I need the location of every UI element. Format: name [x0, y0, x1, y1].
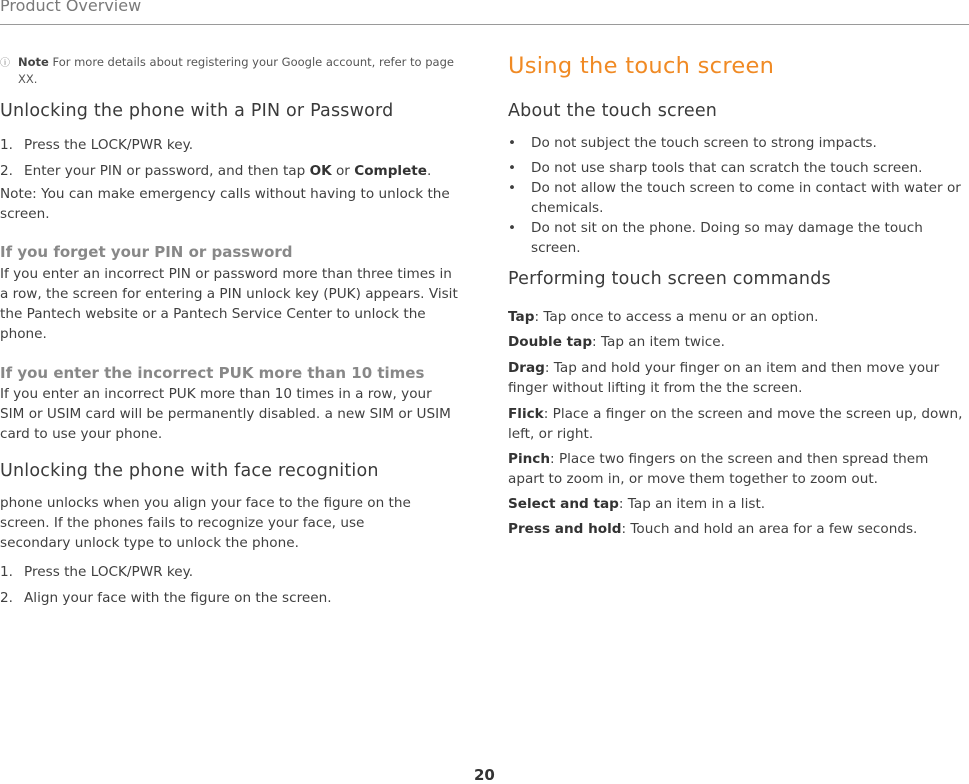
- section-title-face: Unlocking the phone with face recognition: [0, 461, 379, 481]
- step-text-pre: Enter your PIN or password, and then tap: [24, 163, 310, 179]
- list-item: [0, 588, 460, 608]
- note-label: Note: [18, 55, 49, 69]
- step-text-post: .: [427, 163, 432, 179]
- command-item: [508, 449, 968, 489]
- command-term: Pinch: [508, 451, 551, 467]
- command-desc: : Place two fingers on the screen and then spread them apart to zoom in, or move them together to zoom out.: [508, 451, 929, 487]
- emergency-note: Note: You can make emergency calls without having to unlock the screen.: [0, 186, 450, 222]
- step-text: Press the LOCK/PWR key.: [24, 137, 194, 153]
- list-item: [508, 158, 968, 178]
- command-term: Press and hold: [508, 521, 622, 537]
- step-number: 1.: [0, 564, 13, 580]
- list-item: [508, 178, 968, 218]
- bullet-icon: •: [508, 135, 517, 151]
- bullet-text: Do not allow the touch screen to come in contact with water or chemicals.: [531, 180, 961, 216]
- bullet-text: Do not use sharp tools that can scratch the touch screen.: [531, 160, 923, 176]
- ok-label: OK: [309, 163, 332, 179]
- note-block: [0, 54, 455, 88]
- command-term: Select and tap: [508, 496, 619, 512]
- bullet-text: Do not sit on the phone. Doing so may damage the touch screen.: [531, 220, 923, 256]
- bullet-icon: •: [508, 160, 517, 176]
- page-header-title: Product Overview: [0, 0, 142, 15]
- command-item: [508, 519, 968, 539]
- command-item: [508, 358, 968, 398]
- list-item: [0, 161, 460, 181]
- section-title-about: About the touch screen: [508, 101, 718, 121]
- header-divider: [0, 24, 969, 25]
- step-text: Press the LOCK/PWR key.: [24, 564, 194, 580]
- step-text: [24, 161, 460, 181]
- chapter-title: Using the touch screen: [508, 53, 775, 79]
- command-desc: : Tap an item in a list.: [618, 496, 766, 512]
- forget-text: If you enter an incorrect PIN or password more than three times in a row, the screen for entering a PIN unlock key (PUK) appears. Visit the Pantech website or a Pantech Service Center to unlock the phone.: [0, 266, 458, 342]
- subsection-title-puk: If you enter the incorrect PUK more than 10 times: [0, 364, 425, 382]
- note-text: [18, 54, 455, 88]
- list-item: [508, 133, 968, 153]
- command-term: Flick: [508, 406, 544, 422]
- bullet-text: Do not subject the touch screen to strong impacts.: [531, 135, 877, 151]
- command-term: Double tap: [508, 334, 593, 350]
- command-item: [508, 404, 968, 444]
- step-number: 2.: [0, 590, 13, 606]
- step-text-mid: or: [331, 163, 355, 179]
- face-text: phone unlocks when you align your face to the figure on the screen. If the phones fails to recognize your face, use secondary unlock type to unlock the phone.: [0, 495, 411, 551]
- page-number: 20: [474, 766, 495, 784]
- section-title-pin: Unlocking the phone with a PIN or Password: [0, 101, 394, 121]
- subsection-title-forget: If you forget your PIN or password: [0, 243, 293, 261]
- puk-text: If you enter an incorrect PUK more than 10 times in a row, your SIM or USIM card will be permanently disabled. a new SIM or USIM card to use your phone.: [0, 386, 451, 442]
- command-desc: : Touch and hold an area for a few seconds.: [621, 521, 918, 537]
- list-item: [0, 562, 460, 582]
- complete-label: Complete: [354, 163, 428, 179]
- command-desc: : Place a finger on the screen and move the screen up, down, left, or right.: [508, 406, 963, 442]
- command-desc: : Tap an item twice.: [592, 334, 725, 350]
- step-text: Align your face with the figure on the screen.: [24, 590, 332, 606]
- command-term: Tap: [508, 309, 535, 325]
- command-term: Drag: [508, 360, 545, 376]
- bullet-icon: •: [508, 180, 517, 196]
- command-item: [508, 307, 968, 327]
- list-item: [0, 135, 460, 155]
- step-number: 2.: [0, 163, 13, 179]
- command-desc: : Tap and hold your finger on an item and then move your finger without lifting it from the the screen.: [508, 360, 940, 396]
- bullet-icon: •: [508, 220, 517, 236]
- list-item: [508, 218, 968, 258]
- command-item: [508, 494, 968, 514]
- command-item: [508, 332, 968, 352]
- command-desc: : Tap once to access a menu or an option.: [534, 309, 819, 325]
- step-number: 1.: [0, 137, 13, 153]
- section-title-commands: Performing touch screen commands: [508, 269, 831, 289]
- note-body: For more details about registering your Google account, refer to page XX.: [18, 55, 454, 86]
- info-circle-icon: ⓘ: [0, 58, 10, 69]
